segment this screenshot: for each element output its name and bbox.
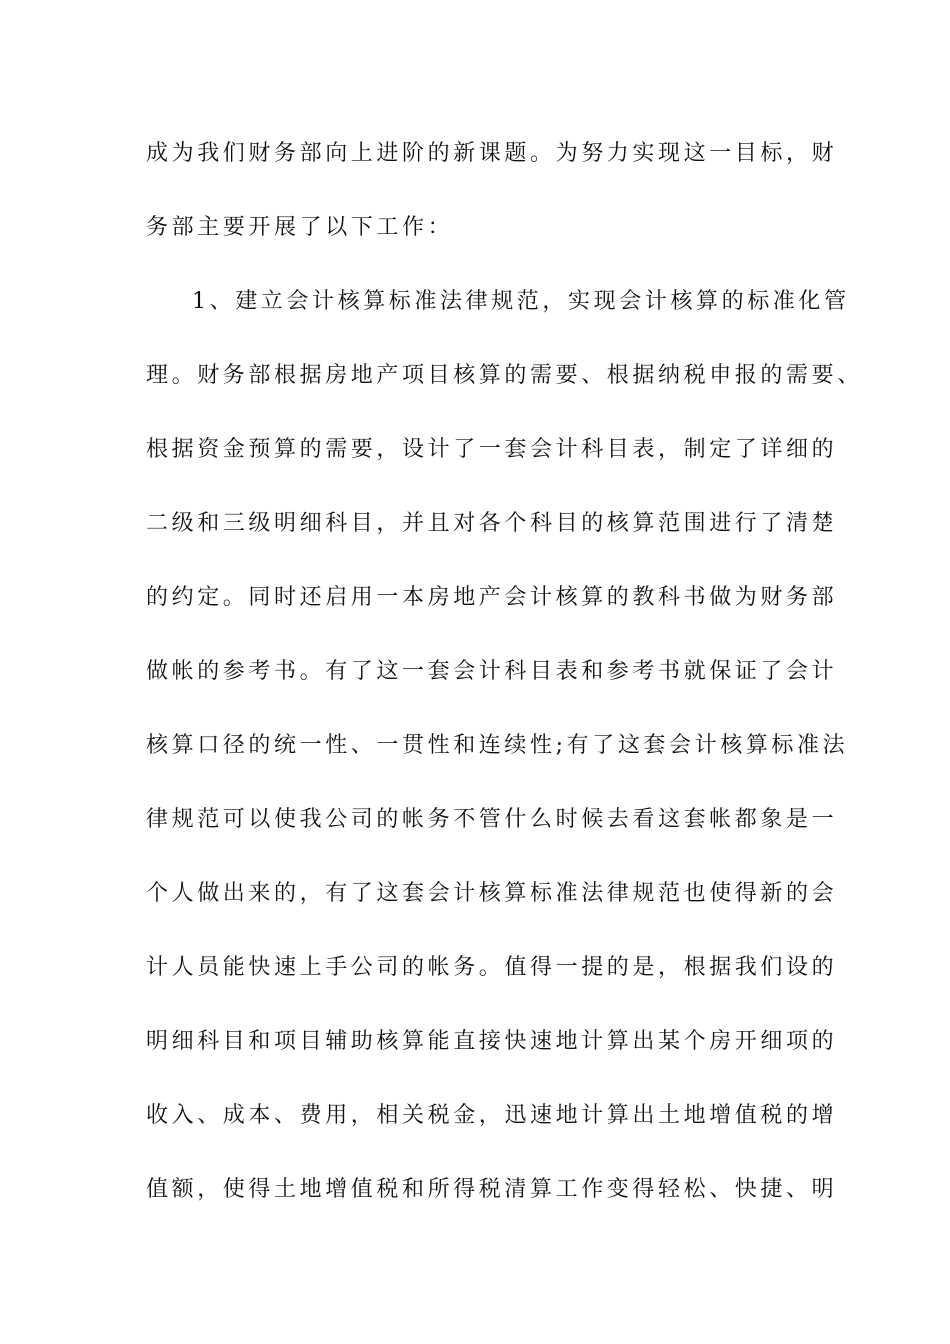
- text-line: 收入、成本、费用，相关税金，迅速地计算出土地增值税的增: [146, 1103, 838, 1128]
- text-line: 个人做出来的，有了这套会计核算标准法律规范也使得新的会: [146, 881, 838, 906]
- text-line: 的约定。同时还启用一本房地产会计核算的教科书做为财务部: [146, 585, 838, 610]
- text-line: 成为我们财务部向上进阶的新课题。为努力实现这一目标，财: [146, 141, 838, 166]
- paragraph-first-line: 1、建立会计核算标准法律规范，实现会计核算的标准化管: [192, 289, 850, 314]
- text-line: 二级和三级明细科目，并且对各个科目的核算范围进行了清楚: [146, 511, 838, 536]
- text-line: 核算口径的统一性、一贯性和连续性;有了这套会计核算标准法: [146, 733, 849, 758]
- text-line: 务部主要开展了以下工作：: [146, 215, 454, 240]
- text-line: 理。财务部根据房地产项目核算的需要、根据纳税申报的需要、: [146, 363, 863, 388]
- text-line: 明细科目和项目辅助核算能直接快速地计算出某个房开细项的: [146, 1029, 838, 1054]
- text-line: 根据资金预算的需要，设计了一套会计科目表，制定了详细的: [146, 437, 838, 462]
- text-line: 计人员能快速上手公司的帐务。值得一提的是，根据我们设的: [146, 955, 838, 980]
- text-line: 律规范可以使我公司的帐务不管什么时候去看这套帐都象是一: [146, 807, 838, 832]
- text-line: 值额，使得土地增值税和所得税清算工作变得轻松、快捷、明: [146, 1177, 838, 1202]
- text-line: 做帐的参考书。有了这一套会计科目表和参考书就保证了会计: [146, 659, 838, 684]
